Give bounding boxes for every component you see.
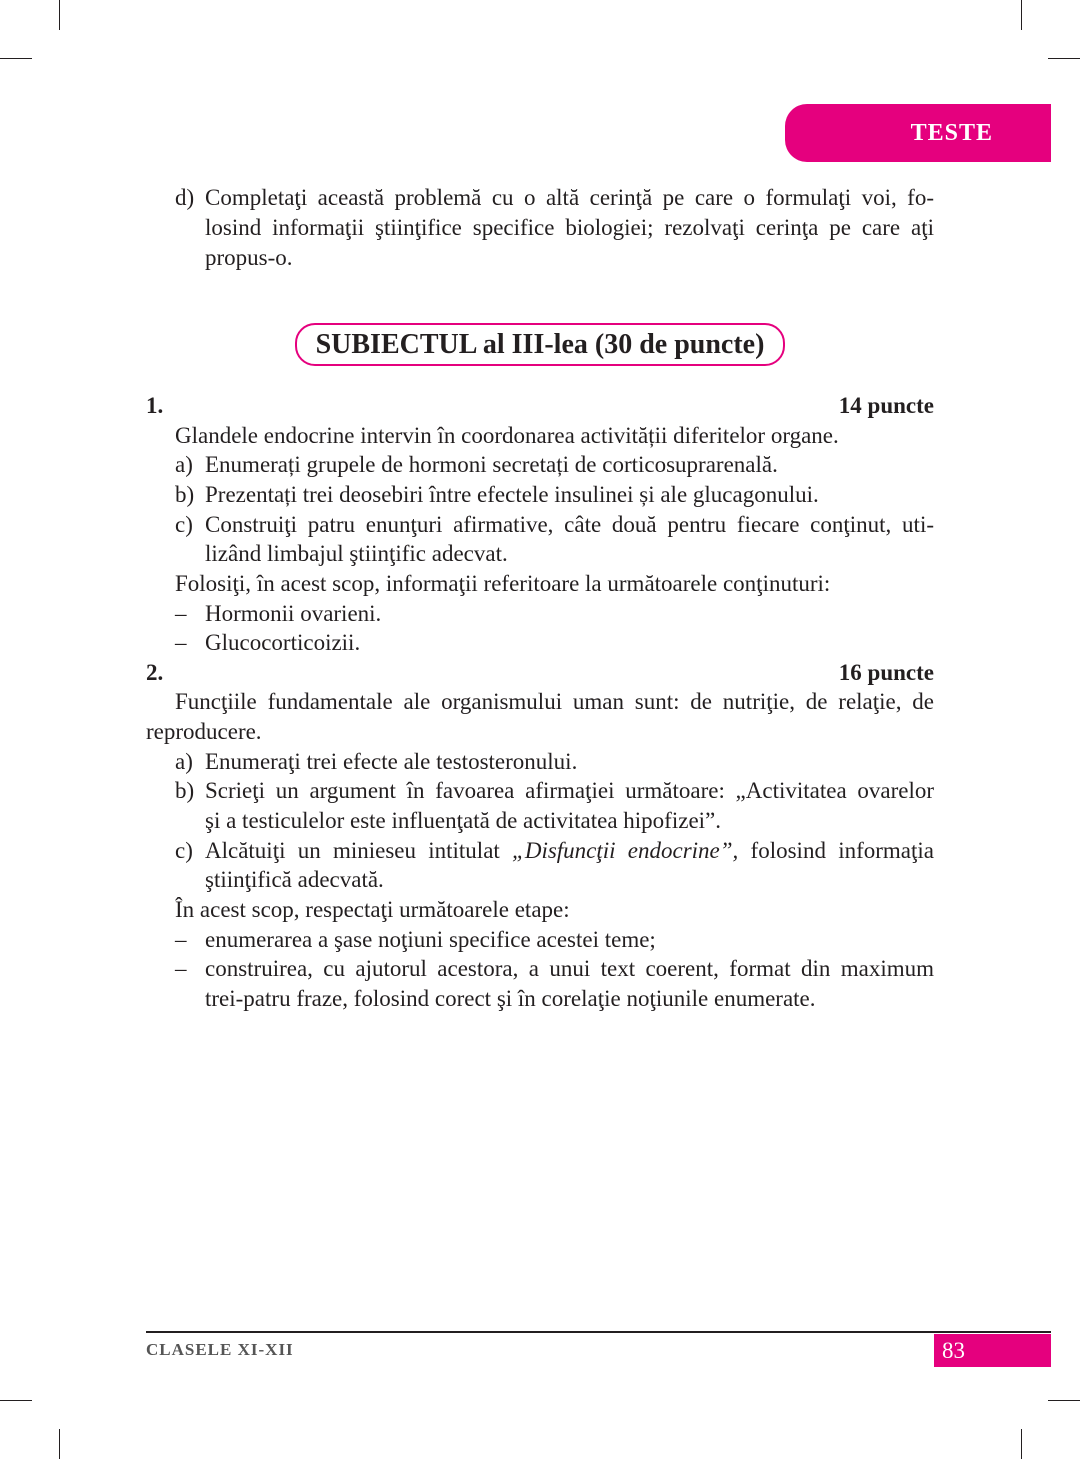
content-item-text: Glucocorticoizii. bbox=[205, 630, 361, 655]
dash-marker: – bbox=[175, 956, 187, 981]
subitem-b-continued: şi a testiculelor este influenţată de activitatea hipofizei”. bbox=[205, 808, 721, 833]
question-number: 1. bbox=[146, 393, 164, 418]
question-points: 16 puncte bbox=[838, 660, 934, 685]
section-tab-label: TESTE bbox=[910, 119, 993, 146]
question-intro: Glandele endocrine intervin în coordonarea activității diferitelor organe. bbox=[175, 423, 839, 448]
scope-text: În acest scop, respectaţi următoarele etape: bbox=[175, 897, 570, 922]
crop-mark bbox=[1048, 1400, 1080, 1401]
list-marker: c) bbox=[175, 838, 193, 863]
content-item bbox=[175, 628, 360, 658]
subitem-c-continued: ştiinţifică adecvată. bbox=[205, 867, 384, 892]
step-item-text: construirea, cu ajutorul acestora, a unui text coerent, format din maximum bbox=[205, 956, 934, 981]
list-marker: d) bbox=[175, 185, 195, 210]
crop-mark bbox=[1048, 58, 1080, 59]
step-item bbox=[175, 954, 934, 984]
intro-text: Completaţi această problemă cu o altă cerinţă pe care o formulaţi voi, fo- bbox=[205, 185, 934, 210]
subitem-text: Construiţi patru enunţuri afirmative, câte două pentru fiecare conţinut, uti- bbox=[205, 512, 934, 537]
subitem-c bbox=[175, 836, 934, 866]
subject-title: SUBIECTUL al III-lea (30 de puncte) bbox=[295, 323, 785, 366]
subitem-a bbox=[175, 450, 778, 480]
question-intro-continued: reproducere. bbox=[146, 719, 262, 744]
intro-line: propus-o. bbox=[205, 245, 293, 270]
dash-marker: – bbox=[175, 630, 187, 655]
crop-mark bbox=[59, 1429, 60, 1459]
subitem-text: Enumerați grupele de hormoni secretați de corticosuprarenală. bbox=[205, 452, 778, 477]
step-item bbox=[175, 925, 656, 955]
scope-text: Folosiţi, în acest scop, informaţii referitoare la următoarele conţinuturi: bbox=[175, 571, 831, 596]
list-marker: a) bbox=[175, 452, 193, 477]
crop-mark bbox=[0, 58, 32, 59]
subitem-c-continued: lizând limbajul ştiinţific adecvat. bbox=[205, 541, 508, 566]
subitem-b bbox=[175, 776, 934, 806]
subitem-c bbox=[175, 510, 934, 540]
intro-line: losind informaţii ştiinţifice specifice biologiei; rezolvaţi cerinţa pe care aţi bbox=[205, 215, 934, 240]
footer-rule bbox=[146, 1331, 1051, 1333]
crop-mark bbox=[1021, 1429, 1022, 1459]
subitem-text: Scrieţi un argument în favoarea afirmaţiei următoare: „Activitatea ovarelor bbox=[205, 778, 934, 803]
subitem-text: Alcătuiţi un minieseu intitulat bbox=[205, 838, 513, 863]
list-marker: c) bbox=[175, 512, 193, 537]
list-marker: b) bbox=[175, 778, 195, 803]
dash-marker: – bbox=[175, 601, 187, 626]
section-tab bbox=[785, 104, 1051, 162]
essay-title: „Disfuncţii endocrine”, bbox=[512, 838, 739, 863]
footer-class-label: CLASELE XI-XII bbox=[146, 1340, 294, 1359]
content-item-text: Hormonii ovarieni. bbox=[205, 601, 382, 626]
subitem-text: Prezentați trei deosebiri între efectele insulinei și ale glucagonului. bbox=[205, 482, 819, 507]
step-item-continued: trei-patru fraze, folosind corect şi în corelaţie noţiunile enumerate. bbox=[205, 986, 816, 1011]
subitem-b bbox=[175, 480, 819, 510]
step-item-text: enumerarea a şase noţiuni specifice acestei teme; bbox=[205, 927, 656, 952]
intro-line bbox=[175, 183, 934, 213]
crop-mark bbox=[1021, 0, 1022, 30]
crop-mark bbox=[59, 0, 60, 30]
content-item bbox=[175, 599, 381, 629]
list-marker: a) bbox=[175, 749, 193, 774]
list-marker: b) bbox=[175, 482, 195, 507]
question-number: 2. bbox=[146, 660, 164, 685]
subitem-text: Enumeraţi trei efecte ale testosteronului. bbox=[205, 749, 578, 774]
question-points: 14 puncte bbox=[838, 393, 934, 418]
subitem-text: folosind informaţia bbox=[738, 838, 934, 863]
page-number: 83 bbox=[934, 1334, 1051, 1367]
subitem-a bbox=[175, 747, 577, 777]
crop-mark bbox=[0, 1400, 32, 1401]
dash-marker: – bbox=[175, 927, 187, 952]
question-intro: Funcţiile fundamentale ale organismului uman sunt: de nutriţie, de relaţie, de bbox=[175, 689, 934, 714]
